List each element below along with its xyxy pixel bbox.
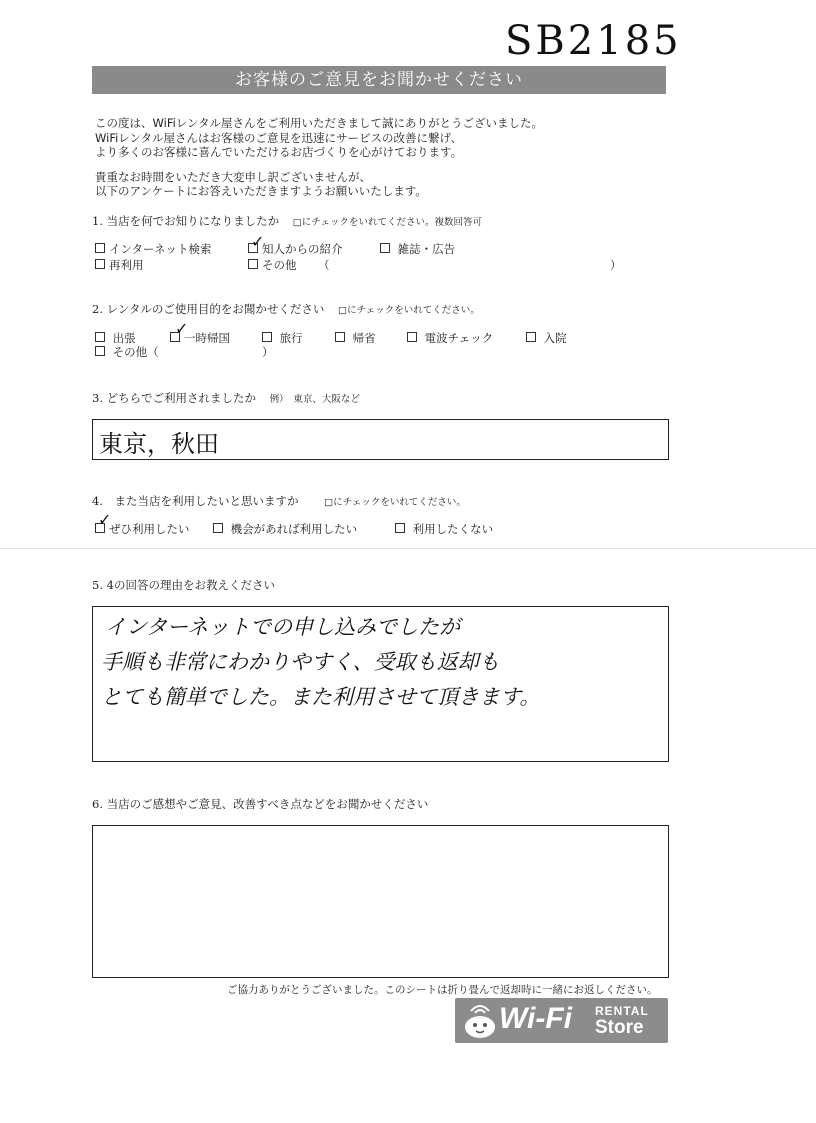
option-label: 出張 <box>112 331 136 345</box>
q1-label-row <box>92 213 482 229</box>
q2-option-hospital[interactable] <box>526 330 567 346</box>
checkbox[interactable] <box>335 332 345 342</box>
q3-label-row <box>92 390 360 406</box>
intro-line: より多くのお客様に喜んでいただけるお店づくりを心がけております。 <box>95 145 463 159</box>
option-label: 一時帰国 <box>184 331 230 345</box>
checkbox[interactable] <box>95 332 105 342</box>
checkbox[interactable] <box>213 523 223 533</box>
q1-option-magazine[interactable] <box>380 241 455 257</box>
checkbox[interactable] <box>407 332 417 342</box>
check-mark-icon: ✓ <box>175 319 189 338</box>
q1-other-open-paren: （ <box>318 258 330 272</box>
option-label: その他 <box>262 258 297 272</box>
survey-title-banner: お客様のご意見をお聞かせください <box>92 66 666 94</box>
q3-answer-box[interactable] <box>92 419 669 460</box>
q2-note: □にチェックをいれてください。 <box>338 305 480 316</box>
checkbox[interactable] <box>395 523 405 533</box>
q1-option-internet[interactable] <box>95 241 211 257</box>
q1-option-other[interactable] <box>248 257 297 273</box>
q2-option-signal-check[interactable] <box>407 330 493 346</box>
intro-line: この度は、WiFiレンタル屋さんをご利用いただきまして誠にありがとうございました。 <box>95 116 544 130</box>
checkbox[interactable] <box>380 243 390 253</box>
q2-other-close-paren: ） <box>262 345 274 359</box>
q2-label: 2. レンタルのご使用目的をお聞かせください <box>92 302 325 316</box>
q2-option-homecoming[interactable] <box>335 330 376 346</box>
q4-label: 4. また当店を利用したいと思いますか <box>92 494 299 508</box>
option-label: インターネット検索 <box>109 242 212 256</box>
intro-text <box>95 116 543 199</box>
checkbox[interactable] <box>262 332 272 342</box>
checkbox[interactable] <box>248 259 258 269</box>
checkbox[interactable] <box>95 243 105 253</box>
q6-label: 6. 当店のご感想やご意見、改善すべき点などをお聞かせください <box>92 797 429 811</box>
option-label: 機会があれば利用したい <box>230 522 358 536</box>
q5-answer-box[interactable] <box>92 606 669 762</box>
q1-label: 1. 当店を何でお知りになりましたか <box>92 214 280 228</box>
option-label: 再利用 <box>109 258 144 272</box>
option-label: 入院 <box>543 331 567 345</box>
q5-answer-line: 手順も非常にわかりやすく、受取も返却も <box>101 650 500 674</box>
q4-option-no[interactable] <box>395 521 493 537</box>
checkbox[interactable] <box>95 346 105 356</box>
q1-note: □にチェックをいれてください。複数回答可 <box>292 217 482 228</box>
checkbox[interactable] <box>526 332 536 342</box>
q3-example: 例） 東京、大阪など <box>269 394 360 405</box>
q2-label-row <box>92 301 480 317</box>
intro-line: 以下のアンケートにお答えいただきますようお願いいたします。 <box>95 184 427 198</box>
handwritten-id: SB2185 <box>505 18 682 64</box>
q3-label: 3. どちらでご利用されましたか <box>92 391 257 405</box>
q5-answer-line: とても簡単でした。また利用させて頂きます。 <box>101 685 541 709</box>
q3-answer: 東京，秋田 <box>99 430 219 458</box>
q2-option-other[interactable] <box>95 344 159 360</box>
q6-answer-box[interactable] <box>92 825 669 978</box>
option-label: 電波チェック <box>424 331 494 345</box>
fold-line <box>0 548 816 549</box>
footer-note: ご協力ありがとうございました。このシートは折り畳んで返却時に一緒にお返しください。 <box>227 984 658 996</box>
q1-other-close-paren: ） <box>610 258 622 272</box>
q1-option-reuse[interactable] <box>95 257 144 273</box>
logo-rental-text: RENTAL <box>595 1004 649 1018</box>
check-mark-icon: ✓ <box>98 510 112 529</box>
intro-line: WiFiレンタル屋さんはお客様のご意見を迅速にサービスの改善に繋げ、 <box>95 130 463 145</box>
option-label: 利用したくない <box>412 522 494 536</box>
option-label: 雑誌・広告 <box>397 242 456 256</box>
checkbox[interactable] <box>95 259 105 269</box>
option-label: 帰省 <box>352 331 376 345</box>
option-label: 知人からの紹介 <box>262 242 343 256</box>
q4-note: □にチェックをいれてください。 <box>324 497 466 508</box>
q4-option-if-chance[interactable] <box>213 521 357 537</box>
check-mark-icon: ✓ <box>251 232 265 251</box>
option-label: その他（ <box>112 345 159 359</box>
intro-line: 貴重なお時間をいただき大変申し訳ございませんが、 <box>95 169 371 184</box>
q5-label: 5. 4の回答の理由をお教えください <box>92 578 275 592</box>
option-label: 旅行 <box>279 331 303 345</box>
logo-main-text: Wi-Fi <box>499 1002 573 1035</box>
mascot-icon <box>461 1003 499 1039</box>
q5-answer-line: インターネットでの申し込みでしたが <box>105 615 461 639</box>
q4-label-row <box>92 493 466 509</box>
wifi-store-logo <box>455 998 668 1043</box>
logo-store-text: Store <box>595 1017 644 1038</box>
option-label: ぜひ利用したい <box>109 522 190 536</box>
